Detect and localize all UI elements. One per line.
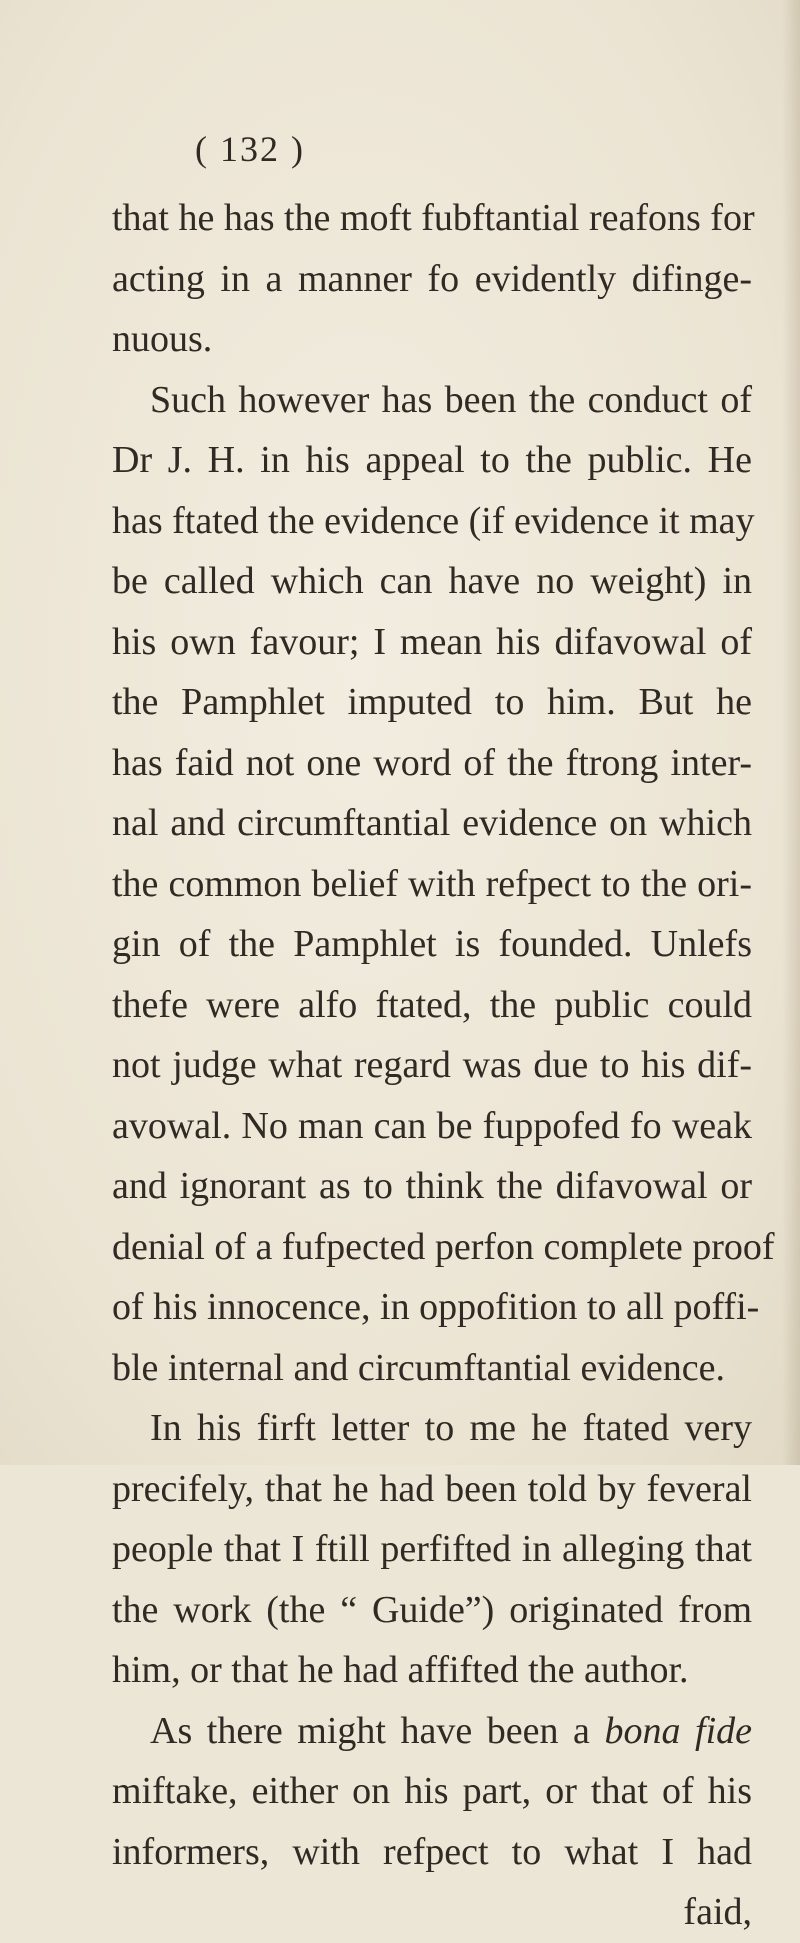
- text-line: nuous.: [112, 318, 213, 360]
- text-line: has ftated the evidence (if evidence it may: [112, 499, 755, 542]
- italic-phrase: bona fide: [604, 1709, 752, 1752]
- text-line: people that I ftill perfifted in alleging that: [112, 1528, 752, 1570]
- text-line: the Pamphlet imputed to him. But he: [112, 681, 752, 723]
- text-line: miftake, either on his part, or that of his: [112, 1770, 752, 1812]
- text-line: Such however has been the conduct of: [150, 378, 752, 421]
- text-line: thefe were alfo ftated, the public could: [112, 983, 752, 1026]
- text-line: Dr J. H. in his appeal to the public. He: [112, 439, 752, 481]
- page-edge-shadow: [782, 0, 800, 1465]
- text-line: In his firft letter to me he ftated very: [150, 1407, 752, 1449]
- text-line: nal and circumftantial evidence on which: [112, 802, 752, 844]
- text-line: informers, with refpect to what I had: [112, 1830, 752, 1873]
- page-number: ( 132 ): [195, 129, 305, 169]
- body-text: [112, 188, 775, 1943]
- text-line: the common belief with refpect to the ori-: [112, 862, 752, 905]
- text-line: the work (the “ Guide”) originated from: [112, 1588, 752, 1631]
- text-line: of his innocence, in oppofition to all poffi-: [112, 1286, 760, 1328]
- text-line: his own favour; I mean his difavowal of: [112, 620, 752, 663]
- catchword: faid,: [683, 1891, 752, 1933]
- text-line: that he has the moft fubftantial reafons for: [112, 197, 755, 239]
- text-line: has faid not one word of the ftrong inter-: [112, 741, 752, 784]
- text-line: As there might have been a bona fide: [150, 1709, 752, 1752]
- text-line: precifely, that he had been told by feveral: [112, 1467, 752, 1510]
- text-line: be called which can have no weight) in: [112, 560, 752, 602]
- text-line: him, or that he had affifted the author.: [112, 1649, 689, 1691]
- text-line: and ignorant as to think the difavowal or: [112, 1165, 752, 1207]
- text-line: ble internal and circumftantial evidence.: [112, 1346, 725, 1389]
- text-line: acting in a manner fo evidently difinge-: [112, 257, 752, 300]
- text-line: denial of a fufpected perfon complete proof: [112, 1225, 775, 1268]
- text-line: gin of the Pamphlet is founded. Unlefs: [112, 923, 752, 965]
- text-line: avowal. No man can be fuppofed fo weak: [112, 1104, 752, 1147]
- text-line: not judge what regard was due to his dif-: [112, 1044, 752, 1086]
